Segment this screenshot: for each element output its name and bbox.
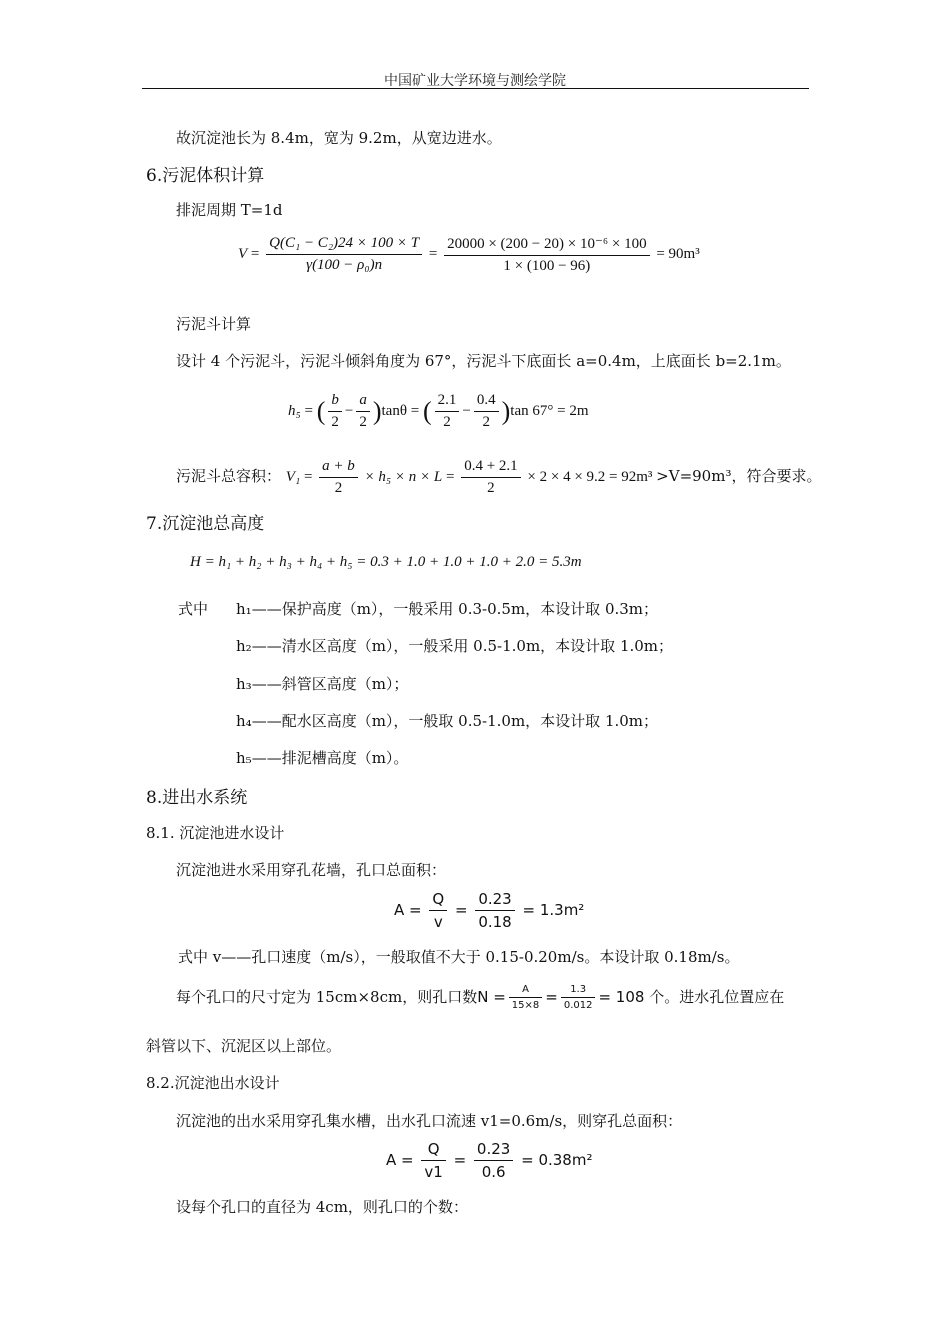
formula-term: A = (394, 901, 422, 919)
formula-result: = 1.3m² (522, 901, 585, 919)
text-line (176, 458, 821, 497)
formula-denominator: 0.012 (563, 1000, 593, 1011)
formula-numerator: 20000 × (200 − 20) × 10⁻⁶ × 100 (444, 234, 649, 256)
definition-text: ——保护高度（m），一般采用 0.3-0.5m，本设计取 0.3m； (251, 600, 659, 618)
formula-term: × h₅ × n × L (364, 468, 443, 485)
text-line: 设每个孔口的直径为 4cm，则孔口的个数： (176, 1198, 468, 1216)
symbol: h₃ (236, 675, 252, 693)
formula-numerator: Q(C₁ − C₂)24 × 100 × T (266, 235, 422, 255)
text-label: 式中 (178, 600, 209, 618)
text-line: 排泥周期 T=1d (176, 201, 283, 219)
formula-denominator: v1 (424, 1163, 443, 1181)
formula-term: V₁ (285, 468, 301, 485)
formula-term: tanθ (381, 402, 408, 419)
text-label: 污泥斗总容积： (176, 466, 282, 485)
symbol: h₂ (236, 637, 252, 655)
formula-outlet-area: A = $\frac{Q}{v1}$ = $\frac{0.23}{0.6}$ = 0.38m² (386, 1140, 593, 1181)
formula-denominator: v (433, 913, 443, 931)
definition-text: ——配水区高度（m），一般取 0.5-1.0m，本设计取 1.0m； (251, 712, 659, 730)
formula-result: = 90m³ (656, 245, 700, 262)
subsection-heading: 8.1. 沉淀池进水设计 (146, 824, 285, 842)
formula-denominator: 1 × (100 − 96) (503, 258, 591, 274)
formula-result: = 108 (598, 988, 645, 1006)
definition-h2 (236, 635, 673, 656)
formula-sludge-volume: V = $\frac{\text{Q(C₁ − C₂)24 × 100 × T}}{\text{γ(100 − ρ₀)n}}$ = $\frac{\text{20000 × (200 − 20) × 10⁻⁶ × 100}}{1 \times (100 - 96)}$ = 90m³ (238, 235, 700, 274)
symbol: h₁ (236, 600, 252, 618)
symbol: h₅ (236, 749, 252, 767)
text-line: 斜管以下、沉泥区以上部位。 (146, 1037, 342, 1055)
header-rule (142, 88, 809, 89)
formula-numerator: 1.3 (561, 984, 596, 998)
symbol: h₄ (236, 712, 252, 730)
formula-total-height: H = h₁ + h₂ + h₃ + h₄ + h₅ = 0.3 + 1.0 + 1.0 + 1.0 + 2.0 = 5.3m (190, 554, 582, 570)
formula-result: × 2 × 4 × 9.2 = 92m³ (527, 468, 653, 485)
text-line: 沉淀池的出水采用穿孔集水槽，出水孔口流速 v1=0.6m/s，则穿孔总面积： (176, 1112, 683, 1130)
formula-denominator: 15×8 (511, 1000, 540, 1011)
formula-numerator: Q (421, 1140, 445, 1161)
formula-numerator: 0.4 + 2.1 (461, 458, 520, 478)
formula-orifice-count: N = $\frac{A}{15\times 8}$ = $\frac{1.3}{0.012}$ = 108 (477, 984, 645, 1011)
text-line: 故沉淀池长为 8.4m，宽为 9.2m，从宽边进水。 (176, 129, 502, 147)
definition-text: ——排泥槽高度（m）。 (251, 749, 409, 767)
text-label: 每个孔口的尺寸定为 15cm×8cm，则孔口数 (176, 988, 478, 1006)
text-line (176, 984, 784, 1011)
text-label: 个。进水孔位置应在 (649, 988, 785, 1006)
text-line: 式中 v——孔口速度（m/s），一般取值不大于 0.15-0.20m/s。本设计取 0.18m/s。 (178, 948, 740, 966)
definition-text: ——斜管区高度（m）； (251, 675, 409, 693)
subsection-heading: 8.2.沉淀池出水设计 (146, 1074, 280, 1092)
formula-result: = 0.38m² (521, 1151, 593, 1169)
formula-denominator: 0.18 (478, 913, 512, 931)
text-line: 污泥斗计算 (176, 315, 252, 333)
formula-denominator: γ(100 − ρ₀)n (306, 257, 383, 273)
formula-numerator: A (509, 984, 542, 998)
text-line: 沉淀池进水采用穿孔花墙，孔口总面积： (176, 861, 447, 879)
definition-h4 (236, 710, 658, 731)
formula-numerator: a + b (319, 458, 358, 478)
formula-inlet-area: A = $\frac{Q}{v}$ = $\frac{0.23}{0.18}$ = 1.3m² (394, 890, 585, 931)
formula-hopper-volume: V₁ = $\frac{a + b}{2}$ × h₅ × n × L = $\frac{0.4 + 2.1}{2}$ × 2 × 4 × 9.2 = 92m³ (285, 458, 653, 496)
definition-h5 (236, 747, 408, 768)
formula-numerator: 0.23 (475, 890, 514, 911)
section-heading: 7.沉淀池总高度 (146, 514, 265, 534)
definition-text: ——清水区高度（m），一般采用 0.5-1.0m，本设计取 1.0m； (251, 637, 674, 655)
formula-term: V (238, 245, 248, 262)
text-label: >V=90m³，符合要求。 (656, 466, 822, 485)
formula-result: tan 67° = 2m (510, 402, 589, 419)
definition-h3 (236, 673, 408, 694)
formula-denominator: 0.6 (481, 1163, 506, 1181)
formula-numerator: Q (429, 890, 447, 911)
formula-denominator: 2 (334, 480, 343, 496)
formula-hopper-height: h₅ = ( $\frac{b}{2}$ − $\frac{a}{2}$ )tanθ = ( $\frac{2.1}{2}$ − $\frac{0.4}{2}$ )tan 67° = 2m (288, 392, 589, 430)
formula-term: h₅ (288, 402, 301, 419)
formula-term: N = (477, 988, 506, 1006)
definition-h1 (236, 598, 658, 619)
formula-denominator: 2 (487, 480, 495, 496)
section-heading: 6.污泥体积计算 (146, 166, 265, 186)
formula-term: A = (386, 1151, 414, 1169)
page-header: 中国矿业大学环境与测绘学院 (384, 73, 566, 89)
formula-numerator: 0.23 (474, 1140, 513, 1161)
section-heading: 8.进出水系统 (146, 788, 248, 808)
text-line: 设计 4 个污泥斗，污泥斗倾斜角度为 67°，污泥斗下底面长 a=0.4m，上底面长 b=2.1m。 (176, 352, 791, 370)
